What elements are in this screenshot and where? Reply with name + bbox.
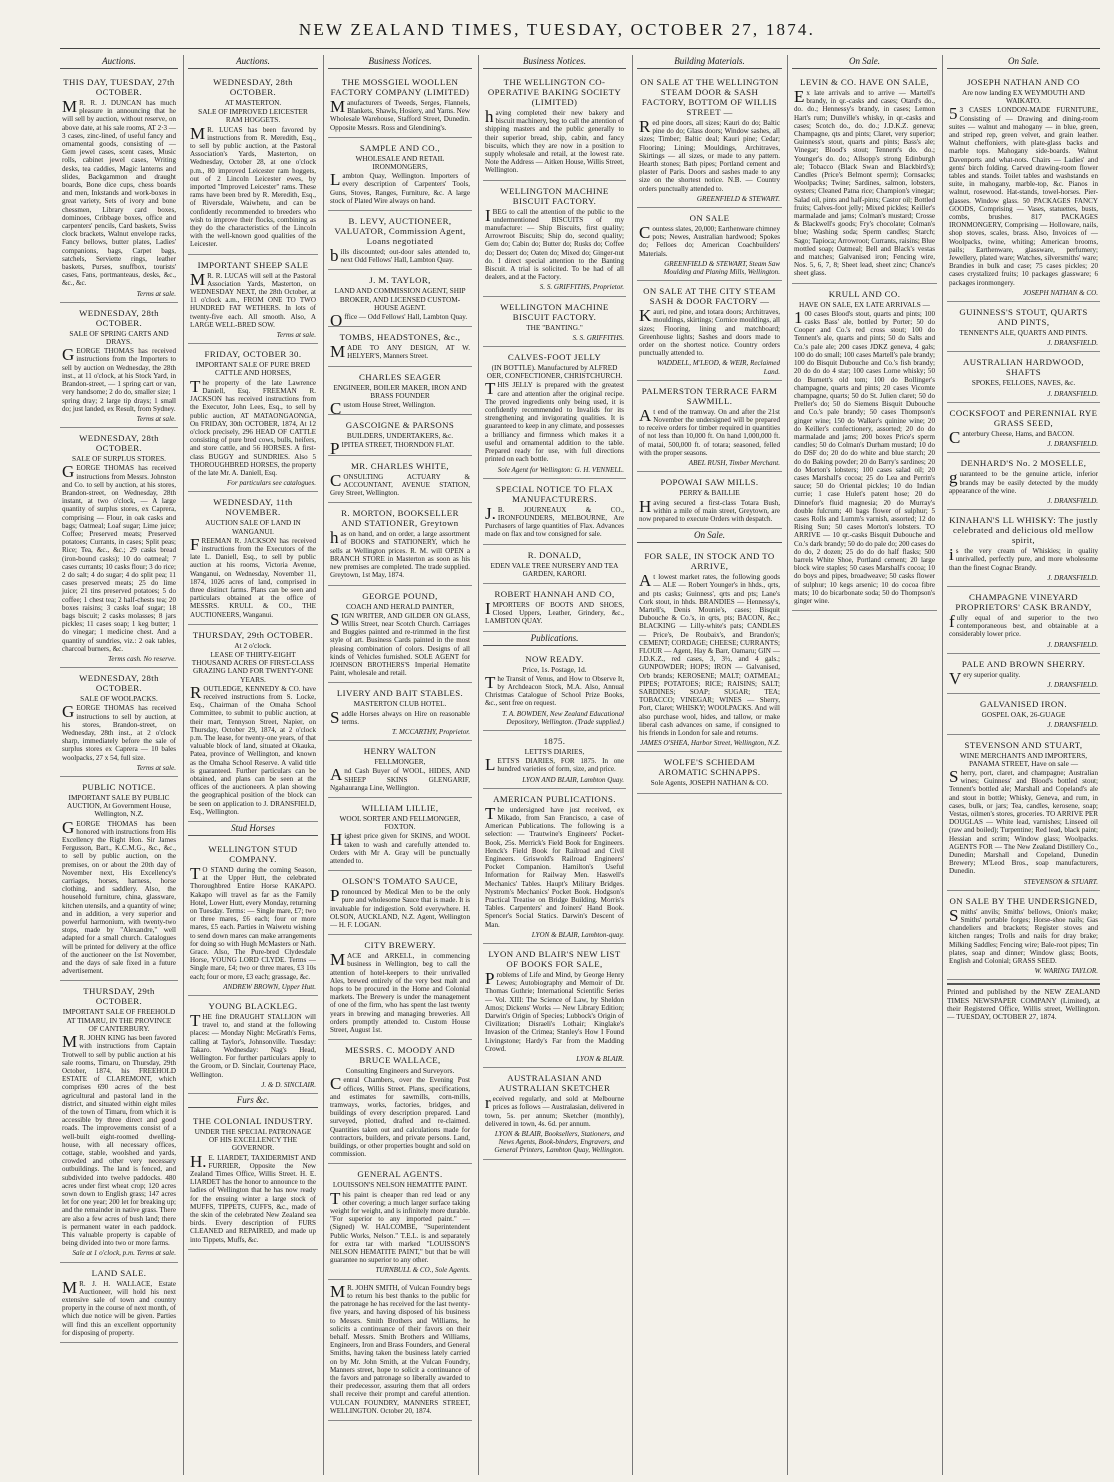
ad-subheading: Are now landing EX WEYMOUTH AND WAIKATO. [962,88,1085,106]
ad-headline: STEVENSON AND STUART, [964,739,1083,750]
ad-signature: Terms at sale. [136,414,176,423]
ad-body: The undersigned have just received, ex Mikado, from San Francisco, a case of American Publications. The following is a selection: — Trautwine's Engineers' Pocket-Book, 25s. Merrick's Field Book for Engineers. Henck's Field Book for Railroad and Civil Engineers. Griswold's Railroad Engineers' Pocket Companion. Hamilton's Useful Information for Railway Men. Haswell's Mechanics' Tables. Haupt's Military Bridges. Nystrom's Mechanics' Pocket Book. Hodgson's Practical Treatise on Bridge Building. Morris's Tables. Carpenters' and Joiners' Hand Book. Spencer's Social Statics. Darwin's Descent of Man. [485,803,624,929]
ad-body: GEORGE THOMAS has received instructions from Messrs. Johnston and Co. to sell by auction, at his stores, Brandon-street, on Wednesday, 28th instant, at two o'clock, — A large quantity of surplus stores, ex Caprera, comprising — Flour, in oak casks and bags; Oatmeal; Loaf sugar; Lime juice; Coffee; Preserved meats; Preserved potatoes; Currants, in cases; Split peas; Rice; Tea, &c., &c.; 29 casks bread (iron-bound casks); 10 do oatmeal; 7 cases currants; 10 casks flour; 3 do rice; 2 do salt; 4 do sugar; 4 do split pea; 11 cases preserved meats; 25 do lime juice; 21 tins preserved potatoes; 5 do coffee; 1 chest tea; 2 half-chests tea; 20 boxes raisins; 3 casks loaf sugar; 18 bags biscuit; 2 casks molasses; 8 jars pickles; 11 cases soap; 1 keg butter; 1 do vinegar; 1 medicine chest. And a quantity of sundries, viz.: 2 oak tables, charcoal burners, &c. [62,462,176,653]
column-heading: On Sale. [947,55,1100,69]
ad-signature: J. DRANSFIELD. [1047,573,1098,582]
advertisement [328,798,472,871]
ad-subheading: SALE OF IMPROVED LEICESTER RAM HOGGETS. [198,107,308,125]
ad-body: H.E. LIARDET, TAXIDERMIST AND FURRIER, Opposite the New Zealand Times Office, Willis Street. H. E. LIARDET has the honor to announce to the ladies of Wellington that he has now ready for the ensuing winter a large stock of MUFFS, TIPPETS, CUFFS, &c., made of the skin of the celebrated New Zealand sea birds. Every description of FURS CLEANED and REPAIRED, and made up into Tippets, Muffs, &c. [190,1151,316,1244]
advertisement [637,472,782,529]
imprint-notice: Printed and published by the NEW ZEALAND TIMES NEWSPAPER COMPANY (Limited), at their Registered Office, Willis street, Wellington. — TUESDAY, OCTOBER 27, 1874. [947,983,1100,1021]
ad-subheading: BUILDERS, UNDERTAKERS, &c. [346,431,454,441]
column-7 [947,55,1100,1475]
ad-subheading: Sole Agents, JOSEPH NATHAN & CO. [650,778,769,788]
ad-subheading: IMPORTANT SALE OF FREEHOLD AT TIMARU, IN THE PROVINCE OF CANTERBURY. [62,1007,176,1033]
ad-signature: Terms cash. No reserve. [108,654,176,663]
column-5 [637,55,782,1475]
advertisement [328,871,472,935]
advertisement [483,584,626,632]
ad-headline: THE WELLINGTON CO-OPERATIVE BAKING SOCIETY (LIMITED) [487,77,622,107]
ad-subheading: UNDER THE SPECIAL PATRONAGE OF HIS EXCELLENCY THE GOVERNOR. [194,1126,312,1153]
ad-signature: WADDELL, M'LEOD, & WEIR, Reclaimed Land. [657,359,780,376]
ad-subheading: ENGINEER, BOILER MAKER, IRON AND BRASS FOUNDER [333,382,467,400]
advertisement [483,479,626,545]
ad-signature: JOSEPH NATHAN & CO. [1022,288,1098,297]
advertisement [328,270,472,331]
ad-subheading: WHOLESALE AND RETAIL IRONMONGERS, [355,153,445,172]
ad-headline: WEDNESDAY, 28th OCTOBER. [213,77,293,97]
ad-body: Kauri, red pine, and totara doors; Architraves, mouldings, skirtings; Cornice mouldings, all sizes; Flooring, lining and matchboard; Greenhouse lights; Sashes and doors made to order on the shortest notice. Country orders punctually attended to. [639,306,780,358]
ad-subheading: PERRY & BAILLIE [679,488,740,498]
ad-headline: GALVANISED IRON. [979,699,1068,710]
ad-headline: THE COLONIAL INDUSTRY. [193,1115,313,1126]
advertisement [483,545,626,584]
ad-subheading: (IN BOTTLE). Manufactured by ALFRED OER, CONFECTIONER, CHRISTCHURCH. [486,363,623,381]
ad-body: MR. R. J. DUNCAN has much pleasure in announcing that he will sell by auction, without reserve, on above date, at his sale rooms, AT 2·3 — 3 cases, zinc-lined, of useful fancy and ornamental goods, consisting of — Gem jewel cases, scent cases, Music rolls, cabinet jewel cases, Writing desks, tea caddies, Magic lanterns and slides, Backgammon and draught boards, Bone dice cups, chess boards and men, Inkstands and work-boxes in great variety, Sets of ivory and bone chessmen, Library card boxes, dominoes, Cribbage boxes, office and carpenters' pencils, Card baskets, Swiss clock brackets, Walnut envelope racks, Fancy bellows, butter plates, Ladies' companions, bags, Carpet bags, satchels, Serviette rings, leather baskets, Purses, snuffbox, tourists' cases, Fans, portmanteaus, desks, &c., &c., &c. [62,97,176,288]
ad-headline: SAMPLE AND CO., [359,142,441,153]
column-divider [787,55,788,1475]
ad-headline: THURSDAY, 29th OCTOBER. [83,986,155,1007]
ad-signature: J. & D. SINCLAIR. [261,1080,316,1089]
ad-body: Canterbury Cheese, Hams, and BACON. [949,427,1075,447]
advertisement [328,456,472,504]
ad-headline: LEVIN & CO. HAVE ON SALE, [800,77,929,87]
advertisement [483,181,626,297]
ad-headline: POPOWAI SAW MILLS. [660,477,759,488]
ad-body: Central Chambers, over the Evening Post offices, Willis Street. Plans, specifications, and estimates for sawmills, corn-mills, tramways, works, factories, bridges, and buildings of every description prepared. Land surveyed, plotted, drafted and re-claimed. Quantities taken out and calculations made for contractors, builders, and private persons. Land, buildings, or other properties bought and sold on commission. [330,1074,470,1159]
column-6 [792,55,937,1475]
column-4 [483,55,626,1475]
ad-signature: JAMES O'SHEA, Harbor Street, Wellington, N.Z. [640,739,780,748]
ad-body: has on hand, and on order, a large assortment of BOOKS and STATIONERY, which he sells at Wellington prices. R. M. will OPEN a BRANCH STORE in Masterton as soon as his new premises are completed. The trade supplied. Greytown, 1st May, 1874. [330,528,470,580]
ad-subheading: TENNENT'S ALE, QUARTS AND PINTS. [959,328,1088,338]
ad-body: MR. LUCAS has been favored by instructions from R. Meredith, Esq., to sell by public auction, at the Pastoral Association's Yards, Masterton, on Wednesday, October 28, at one o'clock p.m., 80 improved Leicester ram hoggets, out of 2 Lincoln Leicester ewes, by imported "Improved Leicester" rams. These rams have been bred by R. Meredith, Esq., of Riversdale, Waiwhetu, and can be confidently recommended to breeders who wish to improve their flocks, combining as they do the characteristics of the Lincoln with the well-known good qualities of the Leicester. [190,123,316,249]
ad-signature: STEVENSON & STUART. [1023,877,1098,886]
ad-subheading: Price, 1s. Postage, 1d. [522,664,587,674]
advertisement [947,403,1100,453]
ad-subheading: LOUISSON'S NELSON HEMATITE PAINT. [332,1180,468,1190]
advertisement [60,1263,178,1343]
ad-headline: NOW READY. [525,653,584,664]
ad-headline: CITY BREWERY. [364,940,436,951]
advertisement [483,1068,626,1159]
section-heading: Stud Horses [188,822,318,836]
ad-body: ROUTLEDGE, KENNEDY & CO. have received instructions from S. Locke, Esq., Chairman of the Omaha School Committee, to submit to public auction, at their mart, Tennyson Street, Napier, on Thursday, October 29, 1874, at 2 o'clock p.m. The lease, for twenty-one years, of that valuable block of land, situated at Okauka, Patea, province of Wellington, and known as the Omaha School Reserve. A valid title is guaranteed. Further particulars can be obtained, and plans can be seen at the offices of the auctioneers. A plan showing the geographical position of the block can be seen on application to J. DRANSFIELD, Esq., Wellington. [190,682,316,816]
advertisement [947,587,1100,654]
ad-subheading: SALE OF WOOLPACKS. [80,694,158,704]
ad-headline: LYON AND BLAIR'S NEW LIST OF BOOKS FOR SALE, [488,949,621,970]
advertisement [483,731,626,789]
ad-subheading: SPOKES, FELLOES, NAVES, &c. [971,378,1076,388]
ad-signature: LYON & BLAIR, Lambton-quay. [531,930,624,939]
advertisement [60,72,178,303]
ad-body: Sherry, port, claret, and champagne; Australian wines; Guinness' and Blood's bottled stout; Tennent's bottled ale; Marshall and Copeland's ale and stout in bottle; Whisky, Geneva, and rum, in cases, bulk, or jars; Tea, candles, kerosene, soap; Vestas, oilmen's stores, groceries. TO ARRIVE PER DOUGLAS — White lead, varnishes; Linseed oil (raw and boiled); Turpentine; Red lead, black paint; Hessian and scrim; Window glass; Woolpacks. AGENTS FOR — The New Zealand Distillery Co., Dunedin; Marshall and Copeland, Dunedin Brewery; M'Leod Bros., soap manufacturers, Dunedin. [949,766,1098,876]
ad-headline: CHARLES SEAGER [358,371,442,382]
ad-headline: AUSTRALASIAN AND AUSTRALIAN SKETCHER [498,1073,611,1094]
ad-body: TO STAND during the coming Season, at the Upper Hutt, the celebrated Thoroughbred Entire Horse KAKAPO. Kakapo will travel as far as the Family Hotel, Lower Hutt, every Monday, returning on Tuesday. Terms: — Single mare, £7; two or three mares, £6 each; four or more mares, £5 each. Parties in Waiwetu wishing to send down mares can make arrangements for doing so with Hugh McMasters or Nath. Grace. Also, The Pure-bred Clydesdale Horse, YOUNG LORD CLYDE. Terms — Single mare, £4; two or three mares, £3 10s each; four or more, £3 each; grassage, &c. [190,864,317,981]
ad-signature: LYON AND BLAIR, Lambton Quay. [522,775,624,784]
ad-signature: T. A. BOWDEN, New Zealand Educational Depository, Wellington. (Trade supplied.) [502,709,624,726]
column-1 [60,55,178,1475]
ad-subheading: IMPORTANT SALE BY PUBLIC AUCTION, At Government House, Wellington, N.Z. [67,793,171,819]
ad-body: MR. J. H. WALLACE, Estate Auctioneer, will hold his next extensive sale of town and country property in the course of next month, of which due notice will be given. Parties will find this an excellent opportunity for disposing of property. [62,1277,176,1337]
ad-body: J.B. JOURNEAUX & CO., IRONFOUNDERS, MELBOURNE, Are Purchasers of large quantities of Flax. Advances made on flax and tow consigned for sale. [485,503,624,539]
ad-signature: Sole Agent for Wellington: G. H. VENNELL. [497,465,624,474]
advertisement [328,211,472,270]
ad-subheading: LAND AND COMMISSION AGENT, SHIP BROKER, AND LICENSED CUSTOM-HOUSE AGENT. [334,286,466,312]
ad-headline: OLSON'S TOMATO SAUCE, [342,876,458,887]
advertisement [947,72,1100,302]
column-divider [942,55,943,1475]
ad-subheading: SALE OF SPRING CARTS AND DRAYS. [69,328,169,347]
ad-headline: CHAMPAGNE VINEYARD PROPRIETORS' CASK BRANDY, [955,591,1092,612]
ad-headline: PUBLIC NOTICE. [82,782,156,793]
column-divider [323,55,324,1475]
ad-headline: R. DONALD, [527,549,582,560]
ad-subheading: LETTS'S DIARIES, [524,746,585,756]
ad-headline: YOUNG BLACKLEG. [208,1001,298,1012]
newspaper-title: NEW ZEALAND TIMES, TUESDAY, OCTOBER 27, 1874. [298,20,816,39]
ad-body: GEORGE THOMAS has received instructions to sell by auction, at his stores, Brandon-street, on Wednesday, 28th inst., at 2 o'clock sharp, immediately before the sale of surplus stores ex Caprera — 10 bales woolpacks, 27 x 54, full size. [62,702,176,762]
ad-signature: ANDREW BROWN, Upper Hutt. [223,982,316,991]
ad-headline: WELLINGTON MACHINE BISCUIT FACTORY. [500,301,609,322]
ad-headline: HENRY WALTON [363,746,437,757]
ad-body: This paint is cheaper than red lead or any other covering; a much larger surface taking weight for weight, and is infinitely more durable. "For superior to any imported paint." — (Signed) W. HALCOMBE, "Superintendent Public Works, Nelson." T.E.L. is and separately for extra tar with marked "LOUISSON'S NELSON HEMATITE PAINT," but that be will guarantee no superior to any other. [330,1188,470,1265]
ad-signature: J. DRANSFIELD. [1047,440,1098,449]
ad-body: THE fine DRAUGHT STALLION will travel to, and stand at the following places: — Monday Night: McGrath's Ferns, calling at Taylor's, Johnsonville. Tuesday: Takaro. Wednesday: Nag's Head, Wellington. For further particulars apply to the Groom, or D. Sinclair, Courtenay Place, Wellington. [190,1011,316,1079]
ad-body: bills discounted; out-door sales attended to, next Odd Fellows' Hall, Lambton Quay. [330,246,470,266]
ad-signature: Terms at sale. [136,763,176,772]
ad-body: At end of the tramway. On and after the 21st November the undersigned will be prepared to receive orders for timber required in quantities of not less than 10,000 ft. On hand 1,000,000 ft. of matai, 500,000 ft. of totara; seasoned, felled with the proper seasons. [639,405,780,457]
ad-signature: TURNBULL & CO., Sole Agents. [375,1266,470,1275]
column-heading: Building Materials. [637,55,782,69]
ad-body: having completed their new bakery and biscuit machinery, beg to call the attention of shipping masters and the public generally to their superior bread, ship, cabin, and fancy biscuits, which they are now in a position to supply wholesale and retail, at the lowest rate. Note the Address — Aitken House, Willis Street, Wellington. [485,107,624,175]
ad-signature: S. S. GRIFFITHS. [572,333,624,342]
ad-headline: JOSEPH NATHAN AND CO [967,77,1080,87]
ad-headline: WELLINGTON MACHINE BISCUIT FACTORY. [500,185,609,206]
advertisement [328,415,472,459]
ad-body: Problems of Life and Mind, by George Henry Lewes; Autobiography and Memoir of Dr. Thomas Guthrie; International Scientific Series — Vol. XIII: The Science of Law, by Sheldon Amos; Dickens' Works — New Library Edition; Darwin's Origin of Species; Lubbock's Origin of Civilization; Disraeli's Lothair; Kinglake's Invasion of the Crimea; Stanley's How I Found Livingstone; Hardy's Far from the Madding Crowd. [485,969,624,1053]
ad-headline: AUSTRALIAN HARDWOOD, SHAFTS [963,357,1084,378]
advertisement [188,255,318,345]
ad-signature: W. WARING TAYLOR. [1034,967,1098,976]
ad-headline: DENHARD'S No. 2 MOSELLE, [960,458,1087,469]
ad-headline: IMPORTANT SHEEP SALE [197,259,309,270]
ad-headline: 1875. [543,735,566,746]
column-heading: Auctions. [60,55,178,69]
ad-body: At lowest market rates, the following goods — ALE — Robert Younger's in hhds., qrts, and pts casks; Guinness', qrts and pts; Lane's Cork stout, in hhds. BRANDIES — Hennessy's, Martell's, Denis Mounie's, cases; Bisquit Dubouche & Co.'s, in qrts, pts; BACON, &c.; BLACKING — Lilly-white's pats; CANDLES — Price's, De Roubaix's, and Brandon's; CEMENT; CORDAGE; CHEESE; CURRANTS; FLOUR — Agent, Hay & Barr, Oamaru; GIN — J.D.K.Z., red cases, 3, 3½, and 4 gals.; GUNPOWDER; HOPS; IRON — Galvanised, Orb brands; KEROSENE; MALT; OATMEAL; PIPES; POTATOES; RICE; RAISINS; SALT; SARDINES; SOAP; SUGAR; TEA; TOBACCO; VINEGAR; WINES — Sherry, Port, Claret; WHISKY; WOOLPACKS. And will also purchase wool, hides, and tallow, or make liberal cash advances on same, if consigned to his friends in London for sale and returns. [639,571,780,737]
column-divider [183,55,184,1475]
ad-headline: CALVES-FOOT JELLY [507,352,602,363]
ad-body: PIPITEA STREET, THORNDON FLAT. [330,439,454,459]
column-heading: Business Notices. [328,55,472,69]
advertisement [328,367,472,419]
ad-headline: AMERICAN PUBLICATIONS. [493,793,616,804]
advertisement [637,752,782,793]
ad-signature: Terms at sale. [276,331,316,340]
ad-headline: ON SALE BY THE UNDERSIGNED, [949,895,1098,906]
ad-headline: PALE AND BROWN SHERRY. [961,658,1086,669]
ad-body: And Cash Buyer of WOOL, HIDES, AND SHEEP SKINS GLENGARIF, Ngahauranga Line, Wellington. [330,765,470,792]
ad-headline: ROBERT HANNAH AND CO, [494,588,615,599]
advertisement [328,1280,472,1421]
section-heading: Furs &c. [188,1094,318,1108]
ad-subheading: HAVE ON SALE, EX LATE ARRIVALS — [799,299,930,309]
ad-headline: GENERAL AGENTS. [357,1169,443,1180]
masthead-rule [60,48,1100,49]
section-heading: Publications. [483,632,626,646]
ad-body: MADE TO ANY DESIGN, AT W. HELYER'S, Manners Street. [330,342,470,362]
advertisement [792,72,937,284]
ad-subheading: COACH AND HERALD PAINTER, [346,601,454,611]
ad-body: MACE and ARKELL, in commencing business in Wellington, beg to call the attention of hotel-keepers to their unrivalled Ales, brewed entirely of the very best malt and hops to be procured in the Home and Colonial markets. The Brewery is under the management of one of the firm, who has spent the last twenty years in brewing and managing breweries. All orders promptly attended to. Custom House Street, August 1st. [330,950,470,1035]
ad-headline: KINAHAN'S LL WHISKY: The justly celebrated and delicious old mellow spirit, [949,515,1098,546]
advertisement [188,1111,318,1250]
advertisement [483,789,626,944]
ad-signature: GREENFIELD & STEWART, Steam Saw Moulding and Planing Mills, Wellington. [663,259,780,277]
ad-headline: SPECIAL NOTICE TO FLAX MANUFACTURERS. [495,483,614,504]
ad-headline: FRIDAY, OCTOBER 30. [204,349,302,360]
ad-body: guaranteed to be the genuine article, inferior brands may be easily detected by the muddy appearance of the wine. [949,468,1098,495]
ad-body: Ex late arrivals and to arrive — Martell's brandy, in qr.-casks and cases; Otard's do., do. do.; Hennessy's brandy, in cases; Lemon Hart's rum; Dunville's whisky, in qr.-casks and cases; Scotch do., do. do.; J.D.K.Z. geneva; Champagne, qts and pints; Claret, very superior; Guinness's stout, quarts and pints; Bass's ale; Vinegar; Blood's stout; Tennent's do. do.; Younger's do. do.; Allsopp's strong Edinburgh ale; Tobacco (Black Swan and Blackbird's); Candles (Price's Belmont sperm); Cornsacks; Woolpacks; Twine; Sardines, salmon, lobsters, oysters; Cleaned Patna rice; Champion's vinegar; Salad oil, pints and half-pints; Castor oil; Bottled fruits; Calves-foot jelly; Mixed pickles; Keiller's marmalade and jams; Colman's mustard; Crosse & Blackwell's goods; Fry's chocolate; Colman's blue; Washing soda; Sperm candles; Starch; Sago; Tapioca; Arrowroot; Currants, raisins; Blue mottled soap; Oatmeal; Bell and Black's vestas and matches; Galvanised iron; Fencing wire, Nos. 5, 6, 7, 8; Sheet lead, sheet zinc; Chance's sheet glass. [794,87,935,278]
ad-signature: S. S. GRIFFITHS, Proprietor. [539,283,624,292]
advertisement [328,72,472,138]
advertisement [637,546,782,752]
ad-headline: WOLFE'S SCHIEDAM AROMATIC SCHNAPPS. [658,757,761,778]
ad-headline: THIS DAY, TUESDAY, 27th OCTOBER. [63,77,175,97]
column-heading: Auctions. [188,55,318,69]
ad-body: IBEG to call the attention of the public to the undermentioned BISCUITS of my manufacture: — Ship Biscuits, first quality; Arrowroot Biscuits; Ship do, second quality; Gem do; Cabin do; Butter do; Rusks do; Coffee do; Dessert do; Oaten do; Mixed do; Ginger-nut do. I direct special attention to the Banting Biscuit. A trial is solicited. To be had of all dealers, and at the Factory. [485,205,624,282]
ad-subheading: AT MASTERTON. [224,98,282,107]
column-heading: On Sale. [792,55,937,69]
ad-subheading: LEASE OF THIRTY-EIGHT THOUSAND ACRES OF FIRST-CLASS GRAZING LAND FOR TWENTY-ONE YEARS. [191,649,315,684]
column-3 [328,55,472,1475]
ad-body: The property of the late Lawrence Daniell, Esq. FREEMAN R. JACKSON has received instructions from the Executor, John Lees, Esq., to sell by public auction, AT MATAONGAONGA, On FRIDAY, 30th OCTOBER, 1874, At 12 o'clock precisely, 296 HEAD OF CATTLE consisting of pure bred cows, bulls, heifers, and store cattle, and 56 HORSES. A first-class BUGGY and SUNDRIES. Also 5 THOROUGHBRED HORSES, the property of the late Mr. A. Daniell, Esq. [190,376,316,477]
column-heading: Business Notices. [483,55,626,69]
ad-signature: LYON & BLAIR, Booksellers, Stationers, and News Agents, Book-binders, Engravers, and General Printers, Lambton Quay, Wellington. [494,1130,624,1155]
advertisement [60,303,178,428]
ad-subheading: At 2 o'clock. [234,640,272,650]
advertisement [188,72,318,255]
ad-headline: GUINNESS'S STOUT, QUARTS AND PINTS, [959,307,1088,328]
ad-signature: LYON & BLAIR. [576,1055,624,1064]
ad-headline: WILLIAM LILLIE, [361,802,439,813]
advertisement [947,654,1100,694]
ad-headline: MR. CHARLES WHITE, [351,460,449,471]
advertisement [328,935,472,1040]
ad-headline: ON SALE [689,213,730,224]
advertisement [60,981,178,1262]
advertisement [483,649,626,731]
column-divider [632,55,633,1475]
ad-headline: TOMBS, HEADSTONES, &c., [339,332,461,343]
ad-body: FREEMAN R. JACKSON has received instructions from the Executors of the late L. Daniell, Esq., to sell by public auction at his rooms, Victoria Avenue, Wanganui, on Wednesday, November 11, 1874, 1026 acres of land, comprised in three distinct farms. Plans can be seen and particulars obtained at the office of MESSRS. KRULL & CO., THE AUCTIONEERS, Wanganui. [190,534,316,619]
ad-body: CONSULTING ACTUARY & ACCOUNTANT, AVENUE STATION, Grey Street, Wellington. [330,470,470,498]
ad-body: Lambton Quay, Wellington. Importers of every description of Carpenters' Tools, Guns, Stoves, Ranges, Furniture, &c. A large stock of Plated Wire always on hand. [330,170,470,205]
ad-subheading: WOOL SORTER AND FELLMONGER, FOXTON. [339,813,461,832]
ad-subheading: IMPORTANT SALE OF PURE BRED CATTLE AND HORSES, [195,360,311,378]
ad-headline: THURSDAY, 29th OCTOBER. [192,629,314,640]
advertisement [188,839,318,996]
ad-headline: THE MOSSGIEL WOOLLEN FACTORY COMPANY (LIMITED) [330,77,470,97]
ad-body: Highest price given for SKINS, and WOOL taken to wash and carefully attended to. Orders with Mr A. Gray will be punctually attended to. [330,830,470,865]
ad-subheading: FELLMONGER, [374,757,426,767]
ad-headline: ON SALE AT THE WELLINGTON STEAM DOOR & SASH FACTORY, BOTTOM OF WILLIS STREET — [640,77,779,117]
ad-body: Office — Odd Fellows' Hall, Lambton Quay. [330,311,468,331]
masthead [0,0,1114,58]
ad-body: is the very cream of Whiskies; in quality unrivalled, perfectly pure, and more wholesome than the finest Cognac Brandy. [949,545,1098,572]
ad-body: Smiths' anvils; Smiths' bellows, Onion's make; Smiths' portable forges; Horse-shoe nails; Gas chandeliers and brackets; Register stoves and kitchen ranges; Trolls and nails for dray brake; Milking Saddles; Fencing wire; Bale-root pipes; Tin plates, soap and dinner; Window glass; Boots, English and Colonial; GRASS SEED. [949,905,1098,966]
ad-body: SIGN WRITER, AND GILDER ON GLASS, Willis Street, near Scotch Church. Carriages and Buggies painted and re-trimmed in the first style of art. Business Cards painted in the most pleasing combination of colors. Designs of all kinds of Vehicles furnished. SOLE AGENT for JOHNSON BROTHERS'S Imperial Hematite Paint, wholesale and retail. [330,609,470,678]
advertisement [328,586,472,684]
ad-headline: J. M. TAYLOR, [369,275,431,286]
advertisement [637,208,782,281]
ad-body: Having secured a first-class Totara Bush, within a mile of main street, Greytown, are now prepared to execute Orders with despatch. [639,496,780,523]
advertisement [483,944,626,1068]
ad-signature: For particulars see catalogues. [226,479,316,488]
ad-headline: WELLINGTON STUD COMPANY. [208,844,298,865]
ad-subheading: Consulting Engineers and Surveyors. [345,1066,455,1076]
advertisement [947,352,1100,402]
column-2 [188,55,318,1475]
ad-headline: FOR SALE, IN STOCK AND TO ARRIVE, [644,551,775,572]
advertisement [637,281,782,381]
advertisement [637,381,782,472]
ad-body: MR. R. LUCAS will sell at the Pastoral Association Yards, Masterton, on WEDNESDAY NEXT, the 28th October, at 11 o'clock a.m., FROM ONE TO TWO HUNDRED FAT WETHERS. In lots of twenty-five each. All smooth. Also, A LARGE WELL-BRED SOW. [190,269,316,329]
advertisement [328,741,472,798]
ad-subheading: GOSPEL OAK, 26-GUAGE [981,710,1066,720]
advertisement [328,683,472,741]
advertisement [483,72,626,181]
ad-subheading: WINE MERCHANTS AND IMPORTERS, PANAMA STREET, Have on sale — [959,750,1088,768]
ad-body: Countess slates, 20,000; Earthenware chimney pots; Newes, Australian hardwood; Spokes do; Felloes do; American Coachbuilders' Materials. [639,223,780,258]
advertisement [60,668,178,777]
ad-headline: WEDNESDAY, 28th OCTOBER. [79,307,159,328]
ad-headline: R. MORTON, BOOKSELLER AND STATIONER, Greytown [341,508,459,529]
ad-body: 53 CASES LONDON-MADE FURNITURE, Consisting of — Drawing and dining-room suites — walnut and mahogany — in blue, green, and striped rep, green velvet, and grain leather. Walnut cheffoniers, with plate-glass backs and marble tops. Mahogany side-boards. Walnut Davenports and what-nots. Chairs — Ladies' and gents' birch folding. Carved drawing-room flower tables and stands. Toilet tables and washstands en suite, in mahogany, marble-top, &c. Pianos in walnut, rosewood. Hat-stands, towel-horses. Pier-glasses. Window glass. 50 PACKAGES FANCY GOODS, Comprising — Vases, statuettes, busts, combs, brushes. 817 PACKAGES IRONMONGERY, Comprising — Holloware, nails, shop stoves, scales, brass. Also, Invoices of — Woolpacks, twine, whiting; American brooms, pails; Earthenware, glassware, perfumery; Jewellery, plated ware; Watches, silversmiths' ware; Brandies in bulk and case; 75 cases pickles; 20 cases crystalized fruits; 10 packages glassware; 6 packages ironmongery. [949,104,1098,287]
ad-signature: T. MCCARTHY, Proprietor. [392,727,470,736]
advertisement [188,625,318,822]
advertisement [188,492,318,624]
advertisement [483,297,626,347]
ad-body: Manufacturers of Tweeds, Serges, Flannels, Blankets, Shawls, Hosiery, and Yarns. New Wholesale Warehouse, Stafford Street, Dunedin. Opposite Messrs. Ross and Glendining's. [330,97,471,132]
ad-headline: GASCOIGNE & PARSONS [345,420,455,431]
ad-subheading: MASTERTON CLUB HOTEL. [353,699,447,709]
advertisement [947,510,1100,587]
advertisement [947,453,1100,510]
ad-body: Very superior quality. [949,668,1021,688]
ad-signature: Terms at sale. [136,289,176,298]
ad-signature: J. DRANSFIELD. [1047,640,1098,649]
ad-subheading: SALE OF SURPLUS STORES. [72,454,166,464]
ad-signature: J. DRANSFIELD. [1047,339,1098,348]
ad-headline: PALMERSTON TERRACE FARM SAWMILL. [641,385,778,406]
advertisement [947,302,1100,352]
ad-body: MR. JOHN SMITH, of Vulcan Foundry begs to return his best thanks to the public for the patronage he has received for the last twenty-five years, and having disposed of his business to Messrs. Smith Brothers and Williams, he solicits a continuance of their favors on their behalf. Messrs. Smith Brothers and Williams, Engineers, Iron and Brass Founders, and General Smiths, having taken the business lately carried on by Mr. John Smith, at the Vulcan Foundry, Manners street, hope to solicit a continuance of the favors and patronage so liberally awarded to their predecessor, assuring them that all orders shall receive their prompt and careful attention. VULCAN FOUNDRY, MANNERS STREET, WELLINGTON. October 20, 1874. [330,1281,470,1415]
ad-body: Red pine doors, all sizes; Kauri do do; Baltic pine do do; Glass doors; Window sashes, all sizes; Timber; Baltic deal; Kauri pine; Cedar; Flooring; Lining; Mouldings, Architraves, Skirtings — all sizes, or made to any pattern. Hearth stones; Bath pipes; Portland cement and plaster of Paris. Doors and sashes made to any size on the shortest notice. N.B. — Country orders punctually attended to. [639,117,780,193]
advertisement [483,347,626,479]
ad-signature: ABEL RUSH, Timber Merchant. [688,459,780,468]
ad-signature: Sale at 1 o'clock, p.m. Terms at sale. [72,1249,176,1258]
ad-subheading: THE "BANTING." [526,322,583,332]
ad-body: GEORGE THOMAS has been honored with instructions from His Excellency the Right Hon. Sir James Fergusson, Bart., K.C.M.G., &c., &c., to sell by public auction, on the premises, on or about the 20th day of November next, His Excellency's carriages, horses, harness, horse clothing, and saddlery. Also, the household furniture, china, glassware, kitchen utensils, and a quantity of wine; and in addition, a very superior and powerful harmonium, with twenty-two stops, made by "Alexandre," well adapted for a small church. Catalogues will be printed for delivery at the office of the auctioneer on the 1st November, and the days of sale fixed in a future advertisement. [62,817,176,976]
ad-body: received regularly, and sold at Melbourne prices as follows — Australasian, delivered in town, 5s. per annum; Sketcher (monthly), delivered in town, 4s. 6d. per annum. [485,1093,624,1128]
advertisement [60,777,178,981]
ad-signature: J. DRANSFIELD. [1047,721,1098,730]
advertisement [328,327,472,366]
ad-headline: LIVERY AND BAIT STABLES. [336,688,464,699]
section-heading: On Sale. [637,529,782,543]
ad-headline: ON SALE AT THE CITY STEAM SASH & DOOR FACTORY — [643,286,776,307]
ad-body: IMPORTERS OF BOOTS AND SHOES, Closed Uppers, Leather, Grindery, &c., LAMBTON QUAY. [485,598,624,626]
advertisement [188,996,318,1094]
ad-signature: J. DRANSFIELD. [1047,680,1098,689]
advertisement [637,72,782,208]
advertisement [328,1164,472,1279]
advertisement [60,428,178,668]
advertisement [947,735,1100,891]
ad-body: The Transit of Venus, and How to Observe It, by Archdeacon Stock, M.A. Also, Annual Christmas Catalogue of School Prize Books, &c., sent free on request. [485,672,624,708]
ad-headline: KRULL AND CO. [828,288,901,299]
ad-signature: GREENFIELD & STEWART. [696,194,780,203]
advertisement [792,284,937,612]
ad-headline: COCKSFOOT and PERENNIAL RYE GRASS SEED, [949,407,1098,428]
newspaper-page [60,55,1100,1475]
ad-body: Saddle Horses always on Hire on reasonable terms. [330,707,470,727]
advertisement [947,891,1100,981]
ad-body: 100 cases Blood's stout, quarts and pints; 100 casks Bass' ale, bottled by Porter; 50 do Cooper and Co.'s red cross stout; 100 do Tennent's ale, quarts and pints; 50 do Salts and Co.'s pale ale; 200 cases JDKZ geneva, 4 gals; 100 do do small; 100 cases Martell's pale brandy; 100 do Bisquit Dubouche and Co.'s fish brandy; 20 do do do 4 star; 100 cases Lorne whisky; 50 do Burnett's old tom; 100 do Bollinger's champagne, quarts and pints; 20 cases Vicomte champagne, quarts; 50 do St. Julien claret; 50 do Preller's do; 50 do Siemens Bisquit Dubouche and Co.'s pale brandy; 50 cases Thompson's ginger wine; 150 do Walker's quinine wine; 20 do Keiller's confectionery, assorted; 20 do do marmalade and jams; 200 boxes Price's sperm candles; 50 do Colman's Durham mustard; 10 do do DSF do; 20 do do white and blue starch; 20 do do Baking powder; 20 do Barry's sardines; 20 do Morton's lobsters; 100 cases salad oil; 20 cases Marshall's cocoa; 25 do Lea and Perrin's sauce; 50 do Oriental pickles; 10 do Indian currie; 1 case Hulet's patent hose; 20 do Dinnefor's fluid magnesia; 20 do Murray's double fulcrum; 40 bags flower of sulphur; 5 cases Rolls and Lumm's varnish, assorted; 12 do Rising Sun; 50 cases Morton's lobsters. TO ARRIVE — 10 qr.-casks Bisquit Dubouche and Co.'s dark brandy; 50 do do pale do; 200 cases do do do, 2 dozen; 25 do do do half flasks; 500 barrels White Shoe, Portland cement; 20 large block wire staples; 50 cases Marshall's cocoa; 10 do boys and pipes, broadweave; 50 casks flower of sulphur; 10 kegs arsenic; 10 do cocoa fibre mats; 10 do bicarbonate soda; 50 do Thompson's ginger wine. [794,307,935,605]
ad-headline: MESSRS. C. MOODY AND BRUCE WALLACE, [344,1045,456,1066]
ad-signature: J. DRANSFIELD. [1047,496,1098,505]
ad-body: Custom House Street, Wellington. [330,399,436,419]
ad-body: fully equal of and superior to the two contemporaneous best, and obtainable at a considerably lower price. [949,611,1098,639]
ad-headline: LAND SALE. [91,1267,147,1278]
ad-signature: J. DRANSFIELD. [1047,389,1098,398]
ad-body: THIS JELLY is prepared with the greatest care and attention after the original recipe. The proved ingredients only being used, it is confidently recommended to Invalids for its strengthening and invigorating qualities. It is guaranteed to keep in any climate, and possesses a brilliancy and firmness which makes it a useful and ornamental addition to the table. Prepared ready for use, with full directions printed on each bottle. [485,379,624,464]
advertisement [328,138,472,211]
advertisement [188,344,318,492]
ad-subheading: EDEN VALE TREE NURSERY AND TEA GARDEN, KARORI. [490,560,619,578]
advertisement [947,694,1100,734]
ad-headline: B. LEVY, AUCTIONEER, VALUATOR, Commission Agent, Loans negotiated [334,216,466,247]
column-divider [478,55,479,1475]
ad-body: GEORGE THOMAS has received instructions from the Importers to sell by auction on Wednesday, the 28th inst., at 11 o'clock, at his Stock Yard, in Brandon-street, — 1 spring cart or van, very handsome; 2 do do, smaller size; 1 spring dray; 2 large tip drays; 1 small do; just landed, ex Result, from Sydney. [62,345,176,413]
ad-body: MR. JOHN KING has been favored with instructions from Captain Trotwell to sell by public auction at his sale rooms, Timaru, on Thursday, 29th October, 1874, his FREEHOLD ESTATE of CLAREMONT, which comprises 690 acres of the best agricultural and pastoral land in the district, and situated within eight miles of the town of Timaru, from which it is accessible by three direct and good roads. The improvements consist of a well-built eight-roomed dwelling-house, with all necessary offices, cottage, stable, woolshed and yards, crowded and other very necessary outbuildings. The land is fenced, and subdivided into twelve paddocks. 480 acres under first wheat crop; 120 acres sown down to English grass; 147 acres let for one year; 200 let for breaking up; and the remainder in native grass. There are also a few acres of bush land; there is permanent water in each paddock. This valuable property is capable of being divided into two or more farms. [62,1032,176,1248]
ad-body: LETTS'S DIARIES, FOR 1875. In one hundred varieties of form, size, and price. [485,755,624,775]
ad-subheading: AUCTION SALE OF LAND IN WANGANUI. [205,518,301,536]
ad-headline: WEDNESDAY, 28th OCTOBER. [79,433,159,454]
advertisement [328,1040,472,1164]
ad-body: Pronounced by Medical Men to be the only pure and wholesome Sauce that is made. It is invaluable for indigestion. Sold everywhere. H. OLSON, AUCKLAND, N.Z. Agent, Wellington — H. F. LOGAN. [330,886,470,929]
ad-headline: WEDNESDAY, 11th NOVEMBER. [213,497,293,518]
ad-headline: WEDNESDAY, 28th OCTOBER. [79,673,159,694]
advertisement [328,503,472,585]
ad-headline: GEORGE POUND, [362,590,438,601]
